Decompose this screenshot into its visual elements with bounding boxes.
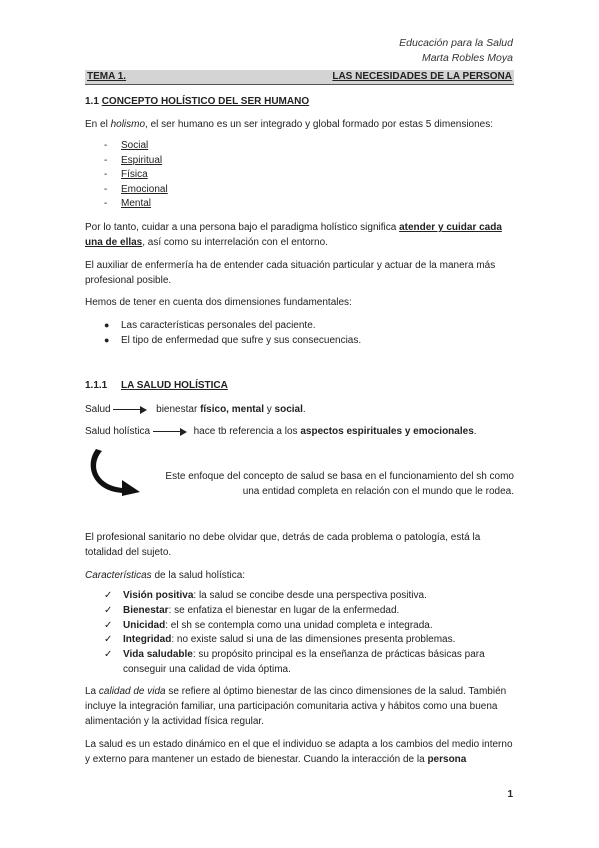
check-icon: ✓ bbox=[104, 619, 113, 631]
check-icon: ✓ bbox=[104, 590, 113, 601]
section-heading-1-1-1 bbox=[85, 378, 515, 393]
section-number: 1.1 bbox=[85, 96, 99, 107]
tema-number: TEMA 1. bbox=[87, 71, 127, 82]
section-number: 1.1.1 bbox=[85, 380, 108, 391]
bullet-list bbox=[104, 318, 361, 348]
characteristics-list bbox=[104, 589, 524, 678]
running-header bbox=[399, 36, 513, 66]
list-item: - Mental bbox=[104, 198, 152, 209]
list-item: - Social bbox=[104, 140, 149, 151]
header-author: Marta Robles Moya bbox=[421, 52, 513, 64]
list-item: ✓ Vida saludable: su propósito principal es la enseñanza de prácticas básicas para conseguir una calidad de vida óptima. bbox=[104, 649, 485, 675]
check-icon: ✓ bbox=[104, 634, 113, 646]
paragraph-dimensiones: Hemos de tener en cuenta dos dimensiones fundamentales: bbox=[85, 297, 352, 308]
paragraph-calidad-vida: La calidad de vida se refiere al óptimo bienestar de las cinco dimensiones de la salud. También incluye la integración familiar, una participación comunitaria activa y hábitos como una buena alimentación y la actividad física regular. bbox=[85, 686, 507, 727]
page-number: 1 bbox=[507, 789, 513, 800]
section-title: CONCEPTO HOLÍSTICO DEL SER HUMANO bbox=[101, 96, 310, 107]
salud-holistica-line: Salud holística hace tb referencia a los aspectos espirituales y emocionales. bbox=[85, 426, 477, 437]
list-item: ● El tipo de enfermedad que sufre y sus consecuencias. bbox=[104, 335, 362, 346]
right-arrow-icon bbox=[113, 404, 149, 414]
tema-title: LAS NECESIDADES DE LA PERSONA bbox=[332, 71, 512, 82]
curved-arrow-icon bbox=[88, 447, 156, 497]
list-item: - Emocional bbox=[104, 183, 168, 195]
paragraph-profesional: El profesional sanitario no debe olvidar que, detrás de cada problema o patología, está la totalidad del sujeto. bbox=[85, 532, 481, 558]
emphasis-text: holismo bbox=[110, 119, 146, 130]
paragraph-cuidar: Por lo tanto, cuidar a una persona bajo el paradigma holístico significa atender y cuidar cada una de ellas, así como su interrelación con el entorno. bbox=[85, 222, 502, 248]
paragraph-auxiliar: El auxiliar de enfermería ha de entender cada situación particular y actuar de la manera más profesional posible. bbox=[85, 260, 496, 286]
intro-paragraph bbox=[85, 117, 515, 132]
salud-line: Salud bienestar físico, mental y social. bbox=[85, 404, 306, 415]
paragraph-estado-dinamico: La salud es un estado dinámico en el que el individuo se adapta a los cambios del medio interno y externo para mantener un estado de bienestar. Cuando la interacción de la persona bbox=[85, 739, 513, 765]
list-item: ✓ Visión positiva: la salud se concibe desde una perspectiva positiva. bbox=[104, 589, 524, 604]
enfoque-text: Este enfoque del concepto de salud se basa en el funcionamiento del sh como una entidad completa en relación con el mundo que le rodea. bbox=[165, 471, 514, 497]
list-item: ● Las características personales del paciente. bbox=[104, 320, 316, 331]
right-arrow-icon bbox=[153, 426, 189, 436]
tema-bar bbox=[85, 70, 514, 85]
header-subject: Educación para la Salud bbox=[399, 37, 513, 49]
dimensions-list bbox=[104, 139, 168, 212]
caracteristicas-label: Características de la salud holística: bbox=[85, 570, 246, 581]
list-item: - Espiritual bbox=[104, 154, 163, 166]
section-title: LA SALUD HOLÍSTICA bbox=[121, 380, 228, 391]
list-item: ✓ Unicidad: el sh se contempla como una unidad completa e integrada. bbox=[104, 619, 524, 634]
highlight-text: atender y cuidar cada una de ellas bbox=[85, 222, 502, 248]
list-item: ✓ Integridad: no existe salud si una de las dimensiones presenta problemas. bbox=[104, 633, 524, 648]
list-item: ✓ Bienestar: se enfatiza el bienestar en lugar de la enfermedad. bbox=[104, 604, 524, 619]
section-heading-1-1 bbox=[85, 94, 515, 109]
check-icon: ✓ bbox=[104, 649, 113, 661]
text-run: , el ser humano es un ser integrado y global formado por estas 5 dimensiones: bbox=[145, 119, 494, 130]
check-icon: ✓ bbox=[104, 604, 113, 616]
list-item: - Física bbox=[104, 169, 148, 180]
text-run: En el bbox=[85, 119, 111, 130]
